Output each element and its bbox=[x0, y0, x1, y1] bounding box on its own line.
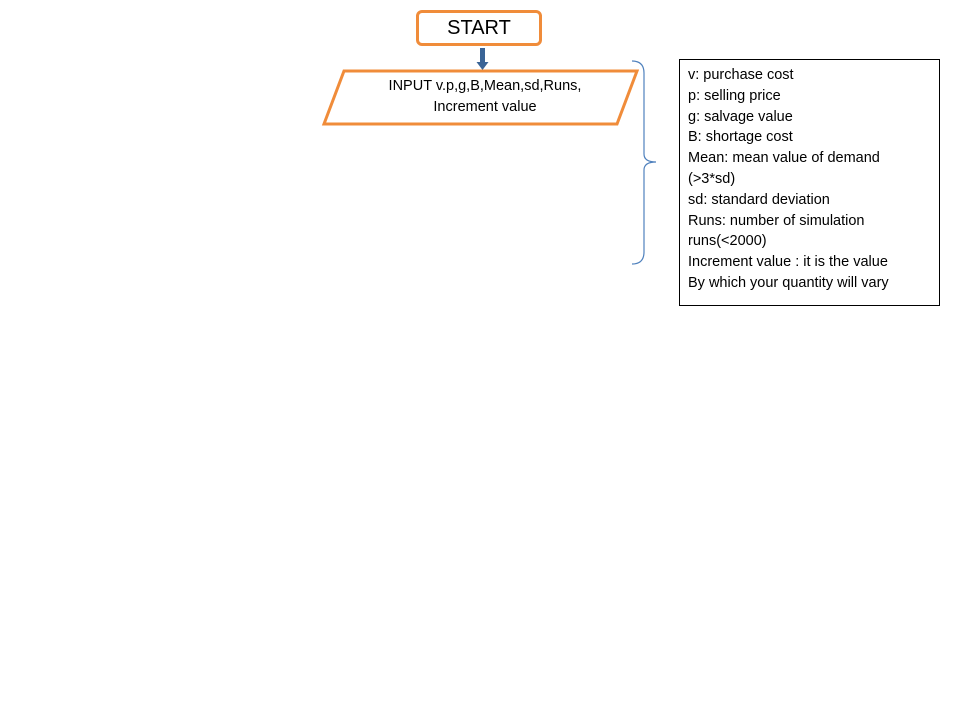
legend-brace bbox=[632, 61, 656, 264]
legend-line: runs(<2000) bbox=[688, 233, 767, 250]
start-terminal bbox=[416, 10, 542, 46]
legend-line: v: purchase cost bbox=[688, 67, 794, 83]
connector-arrow-shaft bbox=[480, 48, 485, 63]
legend-line: Runs: number of simulation bbox=[688, 212, 865, 229]
start-label: START bbox=[447, 16, 511, 39]
input-step-text bbox=[350, 76, 620, 118]
legend-line: (>3*sd) bbox=[688, 170, 736, 187]
legend-line: g: salvage value bbox=[688, 108, 793, 125]
connector-arrow-head bbox=[477, 62, 489, 70]
legend-line: By which your quantity will vary bbox=[688, 274, 889, 291]
variable-legend-box bbox=[679, 59, 940, 306]
input-line-1: INPUT v.p,g,B,Mean,sd,Runs, bbox=[388, 78, 582, 94]
legend-line: sd: standard deviation bbox=[688, 191, 830, 208]
legend-line: B: shortage cost bbox=[688, 129, 793, 146]
legend-line: Mean: mean value of demand bbox=[688, 150, 880, 167]
legend-line: p: selling price bbox=[688, 87, 781, 104]
legend-line: Increment value : it is the value bbox=[688, 254, 888, 271]
input-line-2: Increment value bbox=[433, 99, 537, 115]
